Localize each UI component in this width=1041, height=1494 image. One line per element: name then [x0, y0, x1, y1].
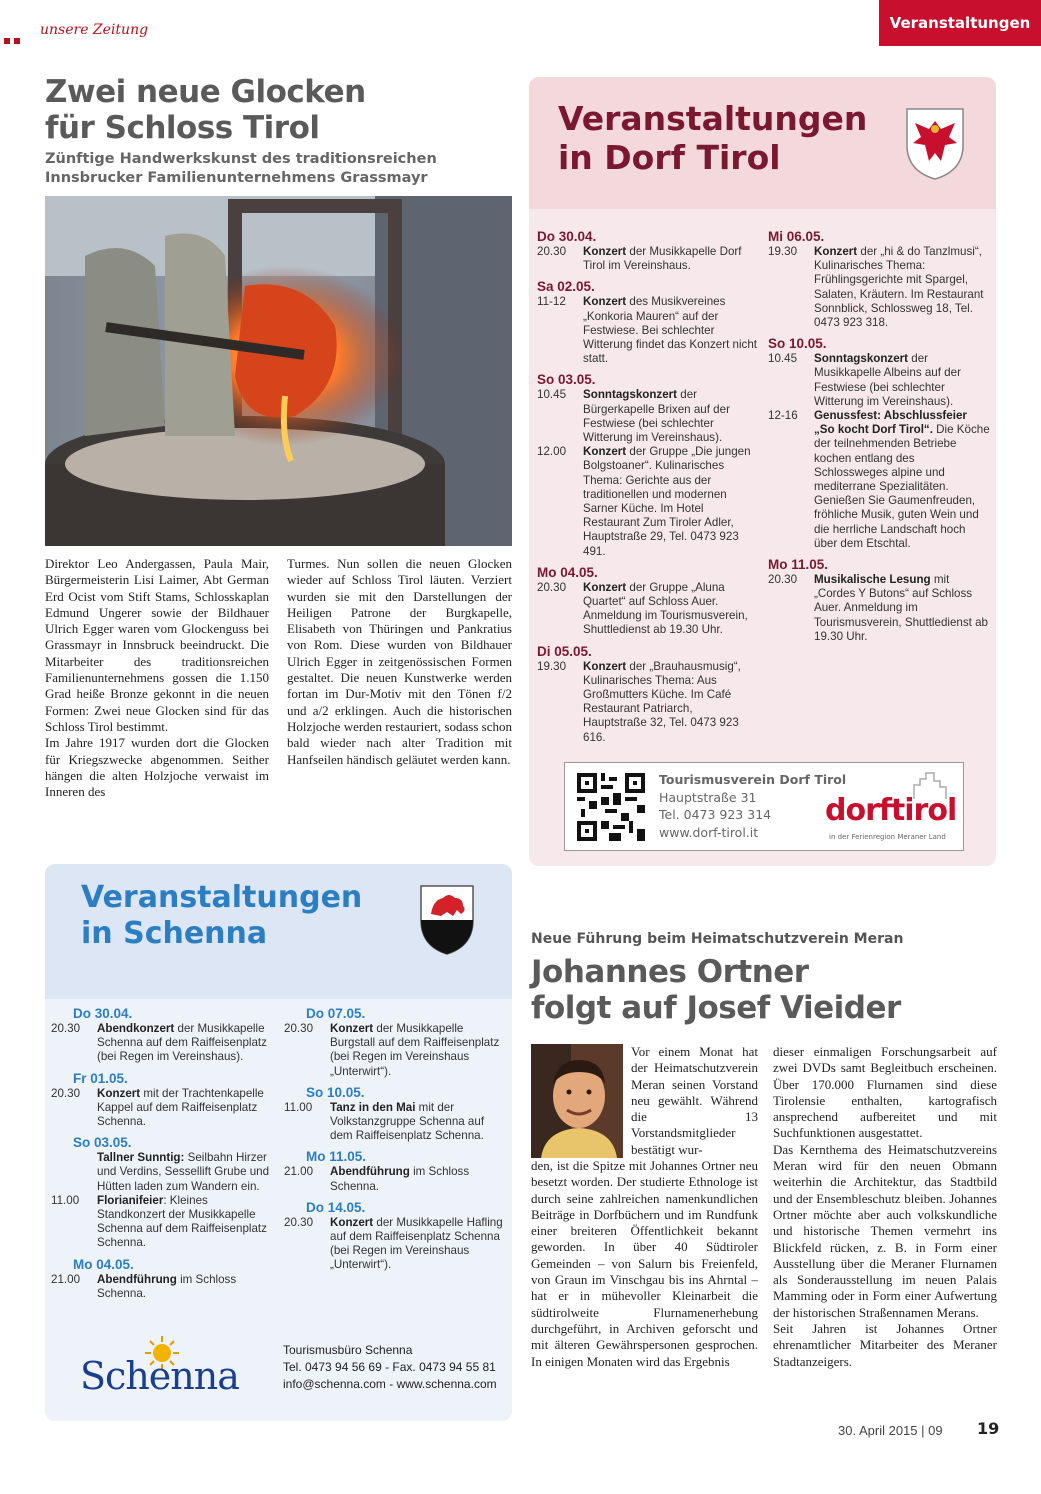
schenna-title-line2: in Schenna	[81, 916, 268, 951]
article2-title-line2: folgt auf Josef Vieider	[531, 990, 901, 1026]
event-row	[51, 1151, 277, 1194]
article1-subtitle-line2: Innsbrucker Familienunternehmens Grassmayr	[45, 170, 428, 186]
article1-paragraph2: Im Jahre 1917 wurden dort die Glocken für Kriegszwecke abgenommen. Seither hängen die alten Holzjoche verwaist im Inneren des	[45, 735, 269, 800]
event-description	[583, 388, 759, 445]
event-row	[768, 245, 990, 330]
event-time: 11-12	[537, 295, 566, 309]
event-details: der Musikkapelle Hafling auf dem Raiffeisenplatz Schenna (bei Regen im Vereinshaus „Unterwirt“).	[330, 1215, 503, 1272]
event-details: mit der Trachtenkapelle Kappel auf dem Raiffeisenplatz Schenna.	[97, 1086, 264, 1129]
event-time: 21.00	[51, 1272, 81, 1286]
event-day: Do 30.04.	[537, 229, 597, 244]
qr-code-icon[interactable]	[577, 773, 645, 841]
event-title: Konzert	[330, 1215, 374, 1229]
dorf-tirol-title-line1: Veranstaltungen	[558, 99, 868, 138]
event-description	[583, 295, 759, 366]
event-description	[583, 445, 759, 559]
schenna-contact-web[interactable]: info@schenna.com - www.schenna.com	[283, 1377, 497, 1391]
event-day: Do 30.04.	[73, 1006, 133, 1021]
event-title: Tanz in den Mai	[330, 1100, 416, 1114]
schenna-contact-info	[283, 1342, 508, 1393]
event-time: 21.00	[284, 1165, 314, 1179]
event-row	[537, 660, 759, 745]
event-description	[97, 1151, 277, 1194]
event-day: Mo 11.05.	[768, 557, 829, 573]
event-day: Do 07.05.	[306, 1006, 366, 1021]
schenna-events-col1	[51, 1000, 277, 1301]
dorf-tirol-logo: dorftirol	[825, 793, 957, 828]
dorf-tirol-events-box	[529, 77, 996, 866]
event-title: Konzert	[583, 445, 627, 459]
event-time: 12.00	[537, 445, 567, 459]
event-title: Konzert	[583, 295, 627, 309]
article2-kicker: Neue Führung beim Heimatschutzverein Meran	[531, 931, 904, 947]
event-row	[537, 581, 759, 638]
event-details: der Musikkapelle Albeins auf der Festwiese (bei schlechter Witterung im Vereinshaus).	[814, 352, 961, 408]
dorf-tirol-contact-name: Tourismusverein Dorf Tirol	[659, 772, 847, 787]
schenna-events-box	[45, 864, 512, 1421]
article1-title	[45, 74, 515, 146]
article1-subtitle-line1: Zünftige Handwerkskunst des traditionsreichen	[45, 151, 437, 167]
article2-title-line1: Johannes Ortner	[531, 954, 809, 990]
article1-column1	[45, 556, 269, 800]
event-title: Musikalische Lesung	[814, 573, 931, 587]
schenna-lion-crest-icon	[419, 884, 475, 956]
event-row	[768, 352, 990, 409]
event-row	[537, 245, 759, 273]
dorf-tirol-events-col2	[768, 223, 990, 644]
event-details: der „hi & do Tanzlmusi“, Kulinarisches Thema: Frühlingsgerichte mit Spargel, Salaten, Kräutern. Im Restaurant Sonnblick, Schlossweg 18, Tel. 0473 923 318.	[814, 245, 984, 330]
event-day: So 03.05.	[537, 372, 596, 388]
event-time: 19.30	[537, 659, 567, 673]
portrait-photo	[531, 1044, 623, 1158]
event-time: 20.30	[284, 1022, 314, 1035]
event-description	[330, 1022, 506, 1079]
event-details: Seilbahn Hirzer und Verdins, Sessellift Grube und Hütten laden zum Wandern ein.	[97, 1151, 270, 1193]
event-description	[814, 573, 990, 644]
schenna-logo: Schenna	[80, 1354, 239, 1398]
article2-title	[531, 954, 1001, 1026]
article1-title-line2: für Schloss Tirol	[45, 110, 320, 146]
schenna-events-col2	[284, 1000, 506, 1273]
event-time: 20.30	[51, 1086, 81, 1100]
dorf-tirol-events-col1	[537, 223, 759, 745]
event-day: Mo 04.05.	[537, 564, 598, 580]
bell-casting-photo	[45, 196, 512, 546]
masthead-dots	[4, 31, 26, 37]
article2-paragraph3: Das Kernthema des Heimatschutzvereins Meran wird für den neuen Obmann weiterhin die Architektur, das Stadtbild und der Ensembleschutz bleiben. Johannes Ortner möchte aber auch volkskundliche und historische Themen vermehrt ins Blickfeld rücken, z. B. in Form einer Ausstellung über die Meraner Flurnamen als Sonderausstellung im neuen Palais Mamming oder in Form einer Aufwertung der historischen Straßennamen Merans.	[773, 1141, 997, 1320]
event-description	[97, 1273, 277, 1301]
event-description	[814, 245, 990, 330]
event-description	[583, 660, 759, 745]
event-description	[330, 1165, 506, 1193]
event-time: 20.30	[768, 573, 798, 587]
event-day: So 10.05.	[768, 336, 827, 352]
dorf-tirol-contact-web[interactable]: www.dorf-tirol.it	[659, 824, 759, 840]
issue-date: 30. April 2015 | 09	[838, 1423, 943, 1438]
event-day: Mo 04.05.	[73, 1256, 134, 1272]
event-title: Abendführung	[97, 1272, 177, 1286]
event-description	[583, 245, 759, 273]
event-details: im Schloss Schenna.	[330, 1165, 470, 1193]
article2-column2	[773, 1044, 997, 1370]
event-details: der Gruppe „Aluna Quartet“ auf Schloss Auer. Anmeldung im Tourismusverein, Shuttledienst ab 19.30 Uhr.	[583, 580, 748, 637]
article2-column1-bottom: den, ist die Spitze mit Johannes Ortner neu besetzt worden. Der studierte Ethnologe ist durch seine zahlreichen namenkundlichen Beiträge in Dorfbüchern und im Rundfunk einer breiteren Öffentlichkeit bekannt geworden. In über 40 Südtiroler Gemeinden – von Salurn bis Freienfeld, von Graun im Vinschgau bis ins Ahrntal – hat er in mühevoller Kleinarbeit die südtirolweite Flurnamenerhebung durchgeführt, in Archiven geforscht und mit älteren Gewährspersonen gesprochen. In einigen Monaten wird das Ergebnis	[531, 1158, 758, 1369]
event-title: Abendkonzert	[97, 1022, 175, 1035]
event-title: Konzert	[814, 245, 858, 258]
event-description	[97, 1194, 277, 1251]
event-row	[537, 295, 759, 366]
event-day: Sa 02.05.	[537, 279, 595, 295]
event-row	[768, 573, 990, 644]
event-row	[51, 1022, 277, 1065]
event-details: der Bürgerkapelle Brixen auf der Festwiese (bei schlechter Witterung im Vereinshaus).	[583, 388, 730, 445]
event-row	[51, 1194, 277, 1251]
event-description	[583, 581, 759, 638]
page-number: 19	[977, 1419, 1000, 1438]
event-time: 20.30	[51, 1022, 81, 1035]
event-day: Fr 01.05.	[73, 1070, 128, 1086]
dorf-tirol-contact-info	[659, 771, 846, 841]
event-time: 19.30	[768, 245, 798, 258]
event-time: 11.00	[51, 1193, 80, 1207]
event-details: : Kleines Standkonzert der Musikkapelle Schenna auf dem Raiffeisenplatz Schenna.	[97, 1193, 267, 1250]
event-day: Di 05.05.	[537, 643, 592, 659]
event-details: der Musikkapelle Burgstall auf dem Raiffeisenplatz (bei Regen im Vereinshaus „Unterwirt“).	[330, 1022, 500, 1078]
event-title: Sonntagskonzert	[814, 352, 909, 366]
event-row	[284, 1165, 506, 1193]
article1-column2: Turmes. Nun sollen die neuen Glocken wieder auf Schloss Tirol läuten. Verziert wurden sie mit den Darstellungen der Heiligen Patrone der Burgkapelle, Elisabeth von Thüringen und Pankratius von Rom. Diese wurden von Bildhauer Ulrich Egger in zeitgenössischen Formen gestaltet. Die neuen Kunstwerke werden fortan im Dur-Motiv mit den Tönen f/2 und a/2 erklingen. Auch die historischen Holzjoche werden restauriert, sodass schon bald wieder nach alter Tradition mit Hanfseilen händisch geläutet werden kann.	[287, 556, 512, 767]
event-day: Do 14.05.	[306, 1199, 366, 1215]
dorf-tirol-title	[558, 99, 898, 177]
event-time: 20.30	[284, 1215, 314, 1229]
dorf-tirol-contact-street: Hauptstraße 31	[659, 789, 757, 805]
event-day: Mo 11.05.	[306, 1149, 367, 1165]
event-day: Mi 06.05.	[768, 229, 825, 244]
event-row	[284, 1101, 506, 1144]
event-day: So 10.05.	[306, 1084, 365, 1100]
event-title: Tallner Sunntig:	[97, 1151, 185, 1165]
schenna-title-line1: Veranstaltungen	[81, 880, 363, 915]
event-title: Florianifeier	[97, 1193, 164, 1207]
event-description	[330, 1101, 506, 1144]
tirol-eagle-crest-icon	[905, 107, 965, 181]
event-row	[537, 388, 759, 445]
event-details: der „Brauhausmusig“, Kulinarisches Thema: Aus Großmutters Küche. Im Café Restaurant Patriarch, Hauptstraße 32, Tel. 0473 923 616.	[583, 659, 741, 744]
schenna-title	[81, 880, 421, 952]
event-time: 20.30	[537, 245, 567, 258]
event-title: Genussfest: Abschlussfeier „So kocht Dorf Tirol“.	[814, 409, 967, 437]
dorf-tirol-contact-card	[564, 762, 964, 851]
section-tab: Veranstaltungen	[879, 0, 1041, 46]
event-time: 11.00	[284, 1100, 313, 1114]
event-row	[51, 1273, 277, 1301]
event-time: 10.45	[768, 352, 798, 366]
event-details: des Musikvereines „Konkoria Mauren“ auf der Festwiese. Bei schlechter Witterung findet das Konzert nicht statt.	[583, 295, 757, 366]
event-row	[284, 1216, 506, 1273]
event-row	[51, 1087, 277, 1130]
schenna-contact-name: Tourismusbüro Schenna	[283, 1343, 413, 1357]
article2-paragraph4: Seit Jahren ist Johannes Ortner ehrenamtlicher Mitarbeiter des Meraner Stadtanzeigers.	[773, 1321, 997, 1369]
article1-paragraph1: Direktor Leo Andergassen, Paula Mair, Bürgermeisterin Lisi Laimer, Abt German Erd Ocist vom Stift Stams, Schlosskaplan Edmund Ungerer sowie der Bildhauer Ulrich Egger waren vom Glockenguss bei Grassmayr in Innsbruck beeindruckt. Die Mitarbeiter des traditionsreichen Familienunternehmens gossen die 1.150 Grad heiße Bronze gekonnt in die neuen Formen: Zwei neue Glocken sind für das Schloss Tirol bestimmt.	[45, 556, 269, 734]
event-row	[537, 445, 759, 559]
event-title: Konzert	[330, 1022, 374, 1035]
event-details: der Musikkapelle Dorf Tirol im Vereinshaus.	[583, 245, 742, 273]
event-time	[51, 1151, 97, 1194]
dorf-tirol-title-line2: in Dorf Tirol	[558, 138, 781, 177]
event-time: 10.45	[537, 388, 567, 402]
article1-title-line1: Zwei neue Glocken	[45, 74, 366, 110]
masthead-logo: unsere Zeitung	[40, 22, 149, 38]
event-title: Konzert	[583, 659, 627, 673]
event-row	[284, 1022, 506, 1079]
event-description	[814, 409, 990, 551]
event-description	[814, 352, 990, 409]
event-description	[97, 1087, 277, 1130]
event-day: So 03.05.	[73, 1135, 132, 1151]
event-details: der Musikkapelle Schenna auf dem Raiffeisenplatz (bei Regen im Vereinshaus).	[97, 1022, 267, 1064]
event-details: der Gruppe „Die jungen Bolgstoaner“. Kulinarisches Thema: Gerichte aus der traditionellen und modernen Sarner Küche. Im Hotel Restaurant Zum Tiroler Adler, Hauptstraße 29, Tel. 0473 923 491.	[583, 445, 751, 558]
event-details: mit der Volkstanzgruppe Schenna auf dem Raiffeisenplatz Schenna.	[330, 1100, 485, 1143]
article2-column1-top: Vor einem Monat hat der Heimatschutzverein Meran seinen Vorstand neu gewählt. Während die 13 Vorstandsmitglieder bestätigt wur-	[631, 1044, 758, 1157]
schenna-contact-phone: Tel. 0473 94 56 69 - Fax. 0473 94 55 81	[283, 1360, 496, 1374]
event-title: Abendführung	[330, 1165, 410, 1179]
dorf-tirol-contact-phone: Tel. 0473 923 314	[659, 807, 772, 822]
article1-subtitle	[45, 150, 515, 188]
event-title: Konzert	[97, 1086, 141, 1100]
event-title: Konzert	[583, 580, 627, 594]
event-description	[330, 1216, 506, 1273]
event-description	[97, 1022, 277, 1065]
event-details: im Schloss Schenna.	[97, 1272, 237, 1300]
article2-paragraph2: dieser einmaligen Forschungsarbeit auf zwei DVDs samt Begleitbuch erscheinen. Über 170.000 Flurnamen sind diese Tirolensie enthalten, kartografisch ansprechend aufbereitet und mit Suchfunktionen ausgestattet.	[773, 1044, 997, 1141]
event-details: Die Köche der teilnehmenden Betriebe kochen entlang des Schlossweges alpine und mediterrane Spezialitäten. Genießen Sie Gaumenfreuden, fröhliche Musik, guten Wein und die herrliche Landschaft hoch über dem Etschtal.	[814, 423, 990, 550]
event-title: Sonntagskonzert	[583, 388, 678, 402]
event-row	[768, 409, 990, 551]
event-time: 20.30	[537, 580, 567, 594]
dorf-tirol-logo-subtitle: in der Ferienregion Meraner Land	[829, 833, 946, 841]
event-details: mit „Cordes Y Butons“ auf Schloss Auer. Anmeldung im Tourismusverein, Shuttledienst ab 19.30 Uhr.	[814, 573, 988, 643]
event-title: Konzert	[583, 245, 627, 258]
event-time: 12-16	[768, 409, 798, 423]
